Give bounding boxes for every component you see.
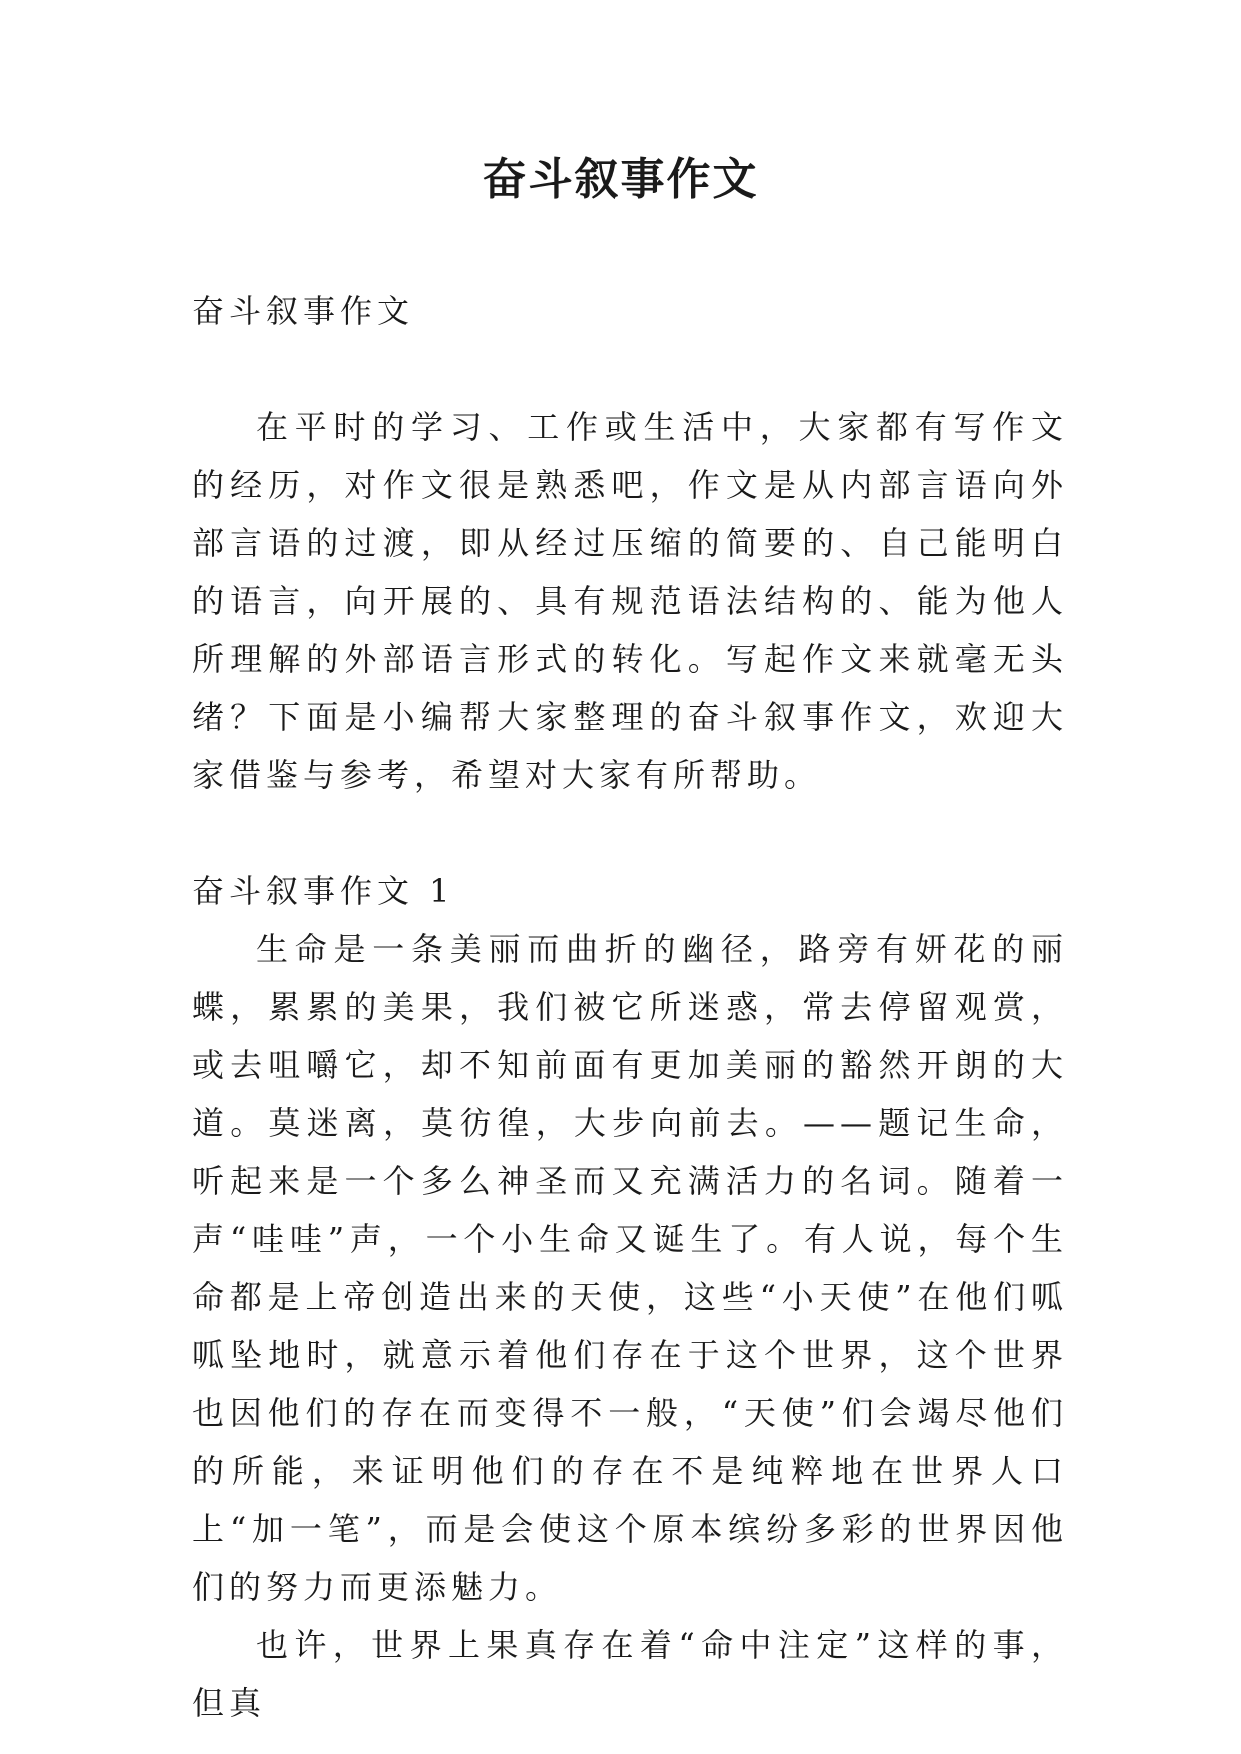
document-body [192, 282, 1068, 1732]
body-paragraph-1: 生命是一条美丽而曲折的幽径，路旁有妍花的丽蝶，累累的美果，我们被它所迷惑，常去停留观赏，或去咀嚼它，却不知前面有更加美丽的豁然开朗的大道。莫迷离，莫彷徨，大步向前去。——题记生命，听起来是一个多么神圣而又充满活力的名词。随着一声“哇哇”声，一个小生命又诞生了。有人说，每个生命都是上帝创造出来的天使，这些“小天使”在他们呱呱坠地时，就意示着他们存在于这个世界，这个世界也因他们的存在而变得不一般，“天使”们会竭尽他们的所能，来证明他们的存在不是纯粹地在世界人口上“加一笔”，而是会使这个原本缤纷多彩的世界因他们的努力而更添魅力。 [192, 930, 1068, 1606]
section-heading: 奋斗叙事作文 1 [192, 872, 455, 910]
body-paragraph-2: 也许，世界上果真存在着“命中注定”这样的事，但真 [192, 1626, 1068, 1722]
intro-paragraph: 在平时的学习、工作或生活中，大家都有写作文的经历，对作文很是熟悉吧，作文是从内部言语向外部言语的过渡，即从经过压缩的简要的、自己能明白的语言，向开展的、具有规范语法结构的、能为他人所理解的外部语言形式的转化。写起作文来就毫无头绪？下面是小编帮大家整理的奋斗叙事作文，欢迎大家借鉴与参考，希望对大家有所帮助。 [192, 408, 1068, 794]
document-title: 奋斗叙事作文 [482, 154, 759, 205]
document-subtitle: 奋斗叙事作文 [192, 292, 415, 330]
